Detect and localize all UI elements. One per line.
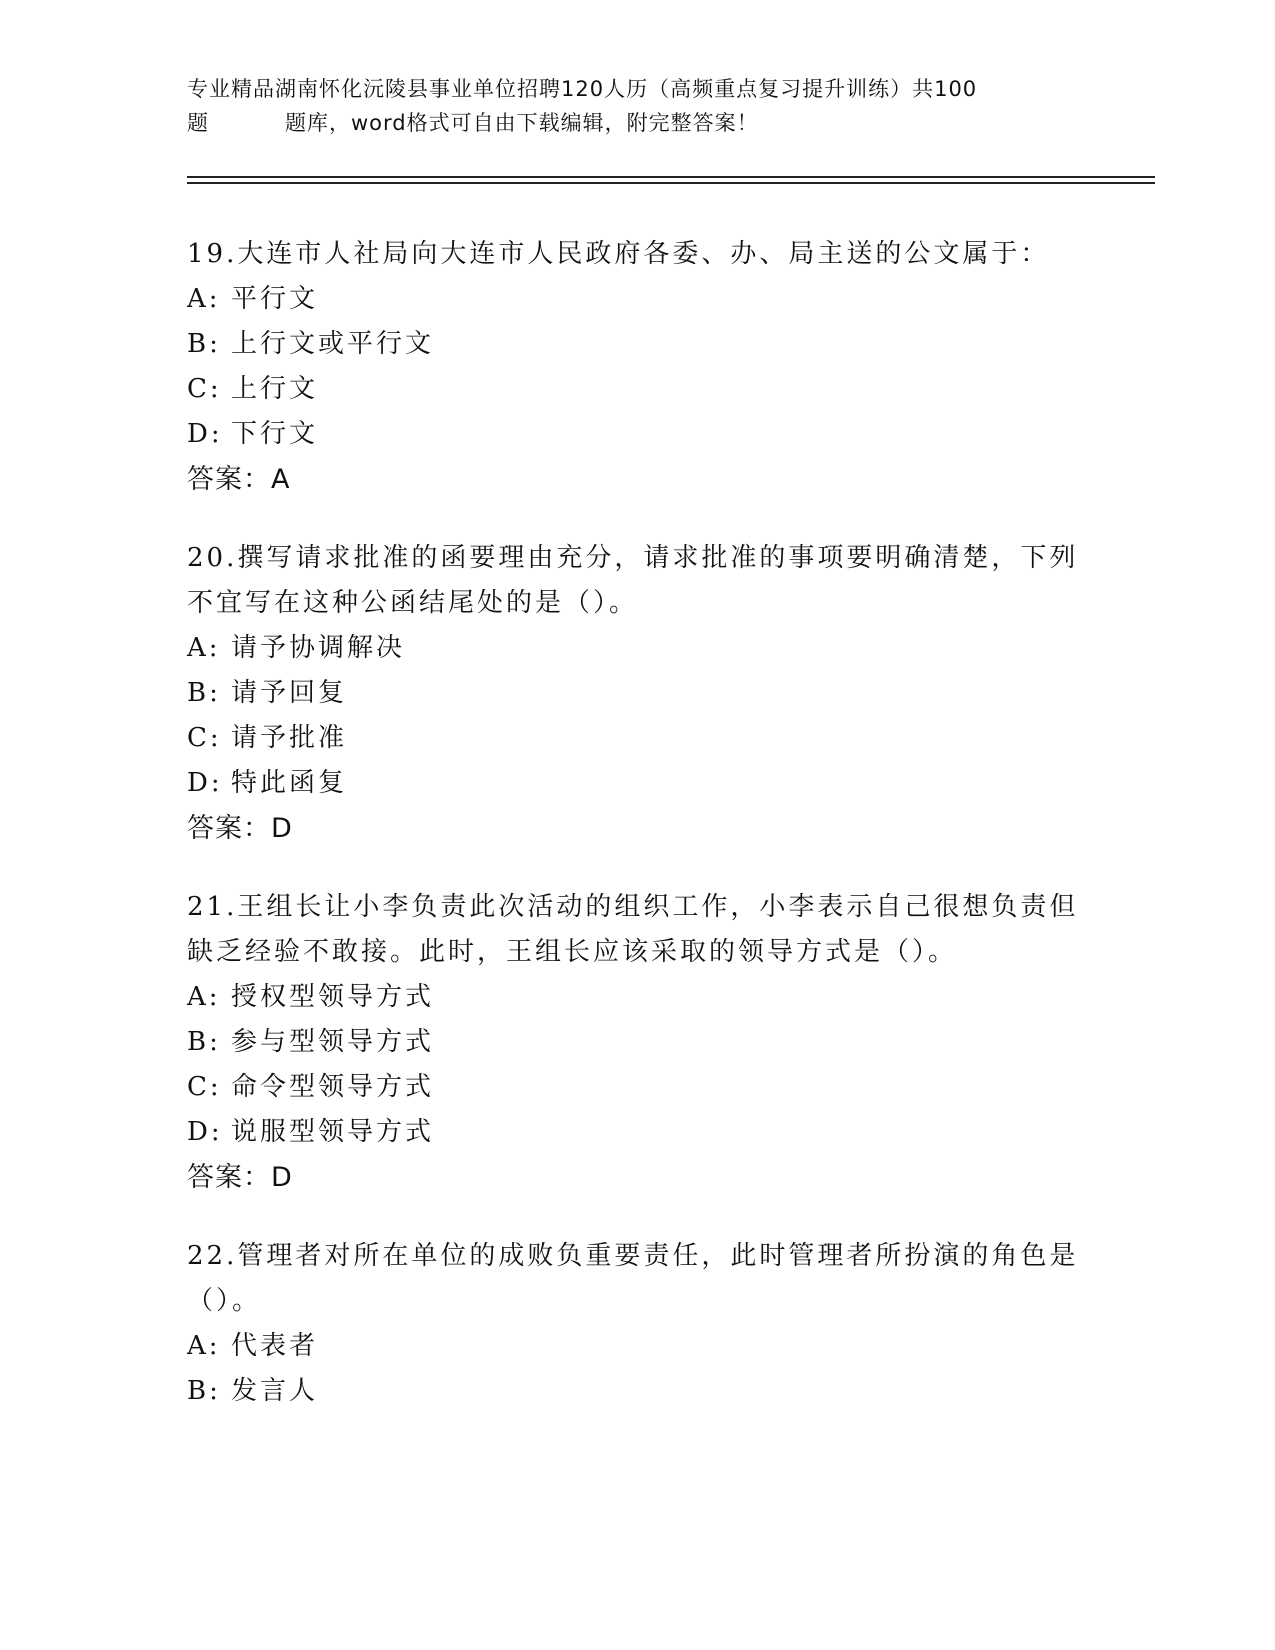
option-text: 授权型领导方式 bbox=[231, 982, 435, 1012]
option-text: 参与型领导方式 bbox=[231, 1027, 435, 1057]
header-subtitle-left: 题 bbox=[187, 111, 209, 135]
option-d bbox=[187, 1110, 1087, 1155]
option-text: 上行文或平行文 bbox=[231, 329, 435, 359]
option-c bbox=[187, 716, 1087, 761]
option-text: 请予批准 bbox=[231, 723, 348, 753]
option-c bbox=[187, 1065, 1087, 1110]
answer-line: 答案：D bbox=[187, 813, 293, 844]
question-text: 20.撰写请求批准的函要理由充分，请求批准的事项要明确清楚，下列不宜写在这种公函结尾处的是（）。 bbox=[187, 543, 1079, 618]
option-key: A: bbox=[187, 633, 221, 663]
option-key: B: bbox=[187, 329, 221, 359]
question-text: 19.大连市人社局向大连市人民政府各委、办、局主送的公文属于： bbox=[187, 239, 1050, 269]
header-divider-bottom bbox=[187, 182, 1155, 184]
option-key: B: bbox=[187, 678, 221, 708]
header-subtitle-right: 题库，word格式可自由下载编辑，附完整答案！ bbox=[285, 111, 759, 135]
question-22 bbox=[187, 1234, 1087, 1414]
option-a bbox=[187, 277, 1087, 322]
answer-line: 答案：D bbox=[187, 1162, 293, 1193]
option-key: C: bbox=[187, 723, 222, 753]
document-header bbox=[187, 72, 1087, 140]
option-key: C: bbox=[187, 374, 222, 404]
question-list bbox=[187, 232, 1087, 1448]
header-gap bbox=[209, 106, 285, 140]
option-b bbox=[187, 671, 1087, 716]
option-key: B: bbox=[187, 1027, 221, 1057]
option-text: 发言人 bbox=[231, 1376, 319, 1406]
question-20 bbox=[187, 536, 1087, 851]
header-subtitle-line bbox=[187, 106, 1087, 140]
question-19 bbox=[187, 232, 1087, 502]
option-a bbox=[187, 1324, 1087, 1369]
option-text: 请予协调解决 bbox=[231, 633, 406, 663]
option-text: 命令型领导方式 bbox=[231, 1072, 435, 1102]
option-text: 下行文 bbox=[231, 419, 319, 449]
question-text: 22.管理者对所在单位的成败负重要责任，此时管理者所扮演的角色是（）。 bbox=[187, 1241, 1079, 1316]
option-b bbox=[187, 1020, 1087, 1065]
option-b bbox=[187, 322, 1087, 367]
option-d bbox=[187, 412, 1087, 457]
question-text: 21.王组长让小李负责此次活动的组织工作，小李表示自己很想负责但缺乏经验不敢接。此时，王组长应该采取的领导方式是（）。 bbox=[187, 892, 1079, 967]
header-divider-top bbox=[187, 176, 1155, 178]
option-key: C: bbox=[187, 1072, 222, 1102]
option-key: A: bbox=[187, 982, 221, 1012]
option-text: 说服型领导方式 bbox=[231, 1117, 435, 1147]
option-b bbox=[187, 1369, 1087, 1414]
option-key: D: bbox=[187, 1117, 223, 1147]
option-text: 特此函复 bbox=[231, 768, 348, 798]
header-title-line: 专业精品湖南怀化沅陵县事业单位招聘120人历（高频重点复习提升训练）共100 bbox=[187, 77, 978, 101]
option-key: D: bbox=[187, 768, 223, 798]
option-text: 平行文 bbox=[231, 284, 319, 314]
answer-line: 答案：A bbox=[187, 464, 291, 495]
option-d bbox=[187, 761, 1087, 806]
option-text: 上行文 bbox=[231, 374, 319, 404]
option-key: B: bbox=[187, 1376, 221, 1406]
option-key: A: bbox=[187, 1331, 221, 1361]
option-text: 请予回复 bbox=[231, 678, 348, 708]
option-key: D: bbox=[187, 419, 223, 449]
option-a bbox=[187, 626, 1087, 671]
option-text: 代表者 bbox=[231, 1331, 319, 1361]
option-key: A: bbox=[187, 284, 221, 314]
option-c bbox=[187, 367, 1087, 412]
option-a bbox=[187, 975, 1087, 1020]
question-21 bbox=[187, 885, 1087, 1200]
